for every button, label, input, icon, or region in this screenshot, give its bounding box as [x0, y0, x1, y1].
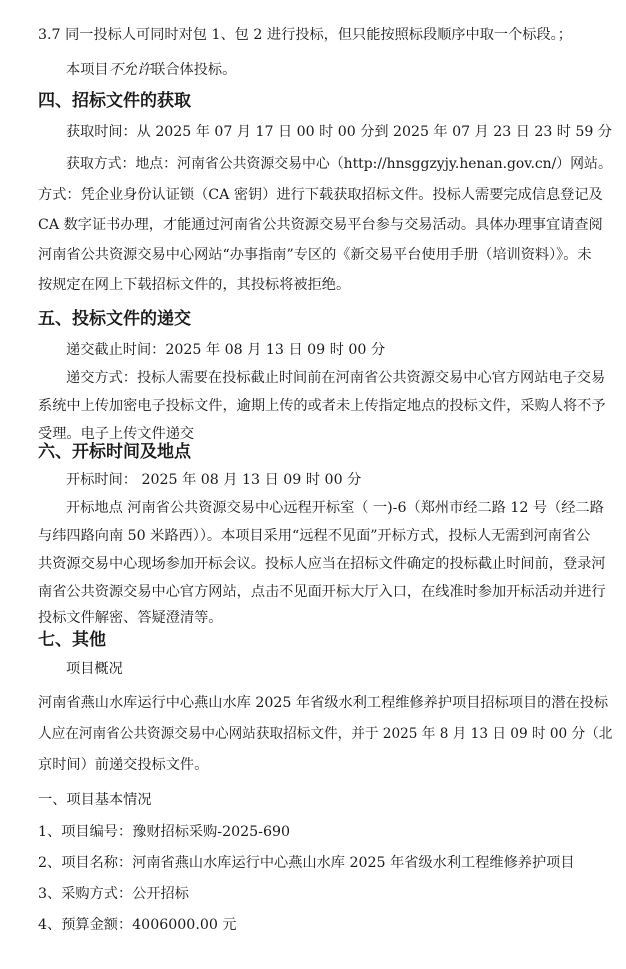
paragraph-3-7: 3.7 同一投标人可同时对包 1、包 2 进行投标，但只能按照标段顺序中取一个标段。；	[38, 27, 572, 43]
overview-title: 项目概况	[66, 661, 123, 677]
project-info-item: 4、预算金额：4006000.00 元	[38, 917, 237, 933]
opening-location-line: 投标文件解密、答疑澄清等。	[38, 610, 223, 626]
consortium-note	[66, 60, 236, 80]
section-heading-5: 五、投标文件的递交	[38, 309, 191, 329]
acquisition-method-line: CA 数字证书办理，才能通过河南省公共资源交易平台参与交易活动。具体办理事宜请查阅	[38, 217, 603, 233]
opening-location-line: 南省公共资源交易中心官方网站，点击不见面开标大厅入口，在线准时参加开标活动并进行	[38, 584, 606, 600]
submission-method-line: 受理。电子上传文件递交	[38, 426, 195, 442]
basic-info-title: 一、项目基本情况	[38, 792, 152, 808]
submission-method-line: 递交方式：投标人需要在投标截止时间前在河南省公共资源交易中心官方网站电子交易	[66, 370, 606, 386]
project-info-item: 1、项目编号：豫财招标采购-2025-690	[38, 824, 291, 840]
opening-location-line: 共资源交易中心现场参加开标会议。投标人应当在招标文件确定的投标截止时间前，登录河	[38, 556, 606, 572]
consortium-suffix: 联合体投标。	[151, 62, 237, 78]
acquisition-time: 获取时间：从 2025 年 07 月 17 日 00 时 00 分到 2025 年 07 月 23 日 23 时 59 分	[66, 124, 613, 140]
submission-deadline: 递交截止时间：2025 年 08 月 13 日 09 时 00 分	[66, 342, 386, 358]
submission-method-line: 系统中上传加密电子投标文件，逾期上传的或者未上传指定地点的投标文件，采购人将不予	[38, 398, 606, 414]
opening-location-line: 开标地点 河南省公共资源交易中心远程开标室（ 一)-6（郑州市经二路 12 号（经二路	[66, 500, 604, 516]
section-heading-4: 四、招标文件的获取	[38, 91, 191, 111]
overview-line: 人应在河南省公共资源交易中心网站获取招标文件，并于 2025 年 8 月 13 日 09 时 00 分（北	[38, 726, 613, 742]
opening-location-line: 与纬四路向南 50 米路西））。本项目采用“远程不见面”开标方式，投标人无需到河南省公	[38, 528, 591, 544]
acquisition-method-line: 获取方式：地点：河南省公共资源交易中心（http://hnsggzyjy.henan.gov.cn/）网站。	[66, 156, 612, 172]
overview-line: 京时间）前递交投标文件。	[38, 757, 209, 773]
opening-time: 开标时间： 2025 年 08 月 13 日 09 时 00 分	[66, 472, 362, 488]
consortium-emphasis: 不允许	[108, 62, 152, 78]
project-info-item: 2、项目名称：河南省燕山水库运行中心燕山水库 2025 年省级水利工程维修养护项目	[38, 855, 575, 871]
consortium-prefix: 本项目	[66, 62, 109, 78]
acquisition-method-line: 按规定在网上下载招标文件的，其投标将被拒绝。	[38, 277, 351, 293]
section-heading-7: 七、其他	[38, 630, 106, 650]
acquisition-method-line: 河南省公共资源交易中心网站“办事指南”专区的《新交易平台使用手册（培训资料）》。未	[38, 247, 592, 263]
overview-line: 河南省燕山水库运行中心燕山水库 2025 年省级水利工程维修养护项目招标项目的潜在投标	[38, 695, 609, 711]
section-heading-6: 六、开标时间及地点	[38, 442, 191, 462]
project-info-item: 3、采购方式：公开招标	[38, 886, 189, 902]
acquisition-method-line: 方式：凭企业身份认证锁（CA 密钥）进行下载获取招标文件。投标人需要完成信息登记及	[38, 187, 603, 203]
